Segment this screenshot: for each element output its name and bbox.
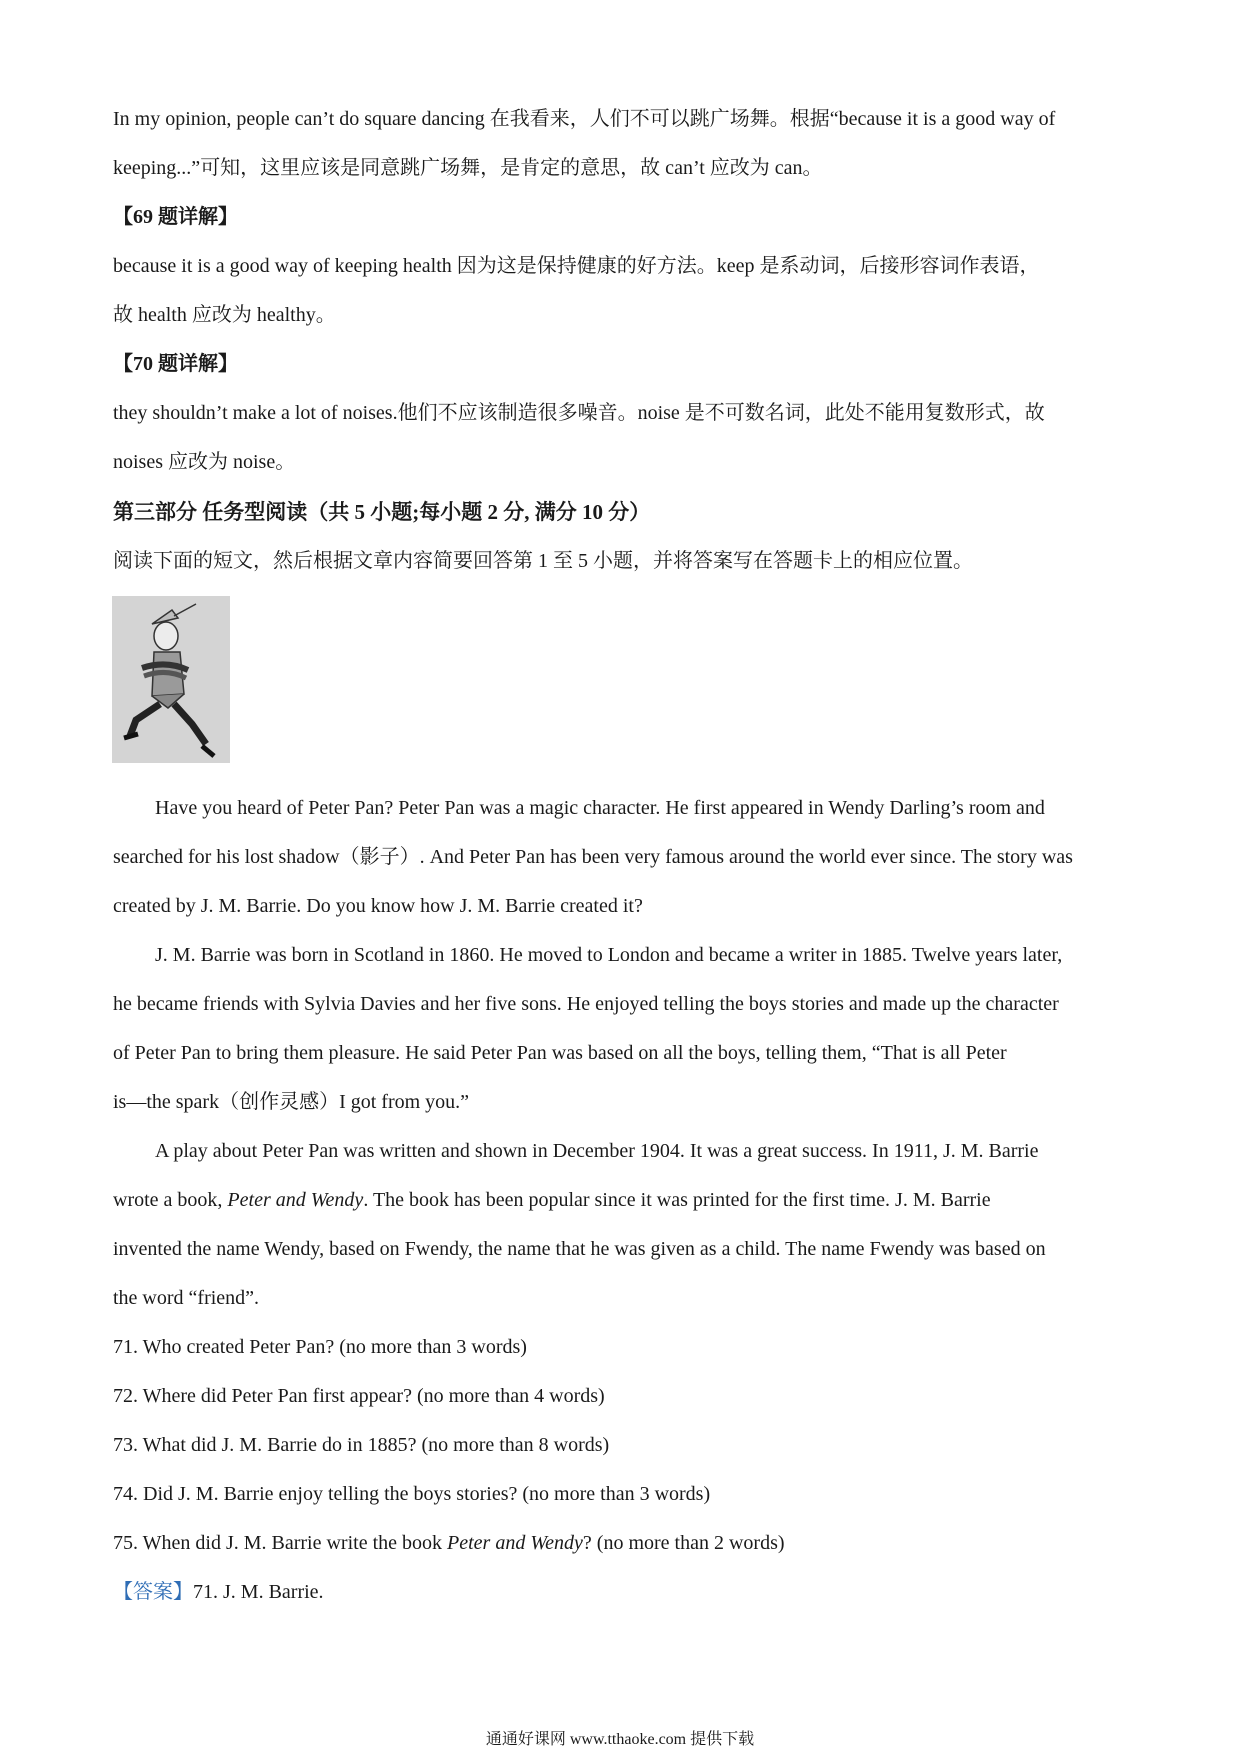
- passage-p3-line2-end: . The book has been popular since it was printed for the first time. J. M. Barrie: [363, 1189, 991, 1211]
- passage-p1-line2: searched for his lost shadow（影子）. And Peter Pan has been very famous around the world ever since. The story was: [113, 846, 1073, 868]
- answer-tag: 【答案】: [113, 1581, 193, 1603]
- passage-p3-line4: the word “friend”.: [113, 1287, 260, 1309]
- passage-p3-line1: A play about Peter Pan was written and shown in December 1904. It was a great success. In 1911, J. M. Barrie: [155, 1140, 1039, 1162]
- question-75-start: 75. When did J. M. Barrie write the book: [113, 1532, 448, 1554]
- answer-line: [113, 1580, 1133, 1604]
- explanation-q68-line2: keeping...”可知，这里应该是同意跳广场舞，是肯定的意思，故 can’t 应改为 can。: [113, 157, 823, 179]
- section-instruction: 阅读下面的短文，然后根据文章内容简要回答第 1 至 5 小题，并将答案写在答题卡上的相应位置。: [113, 550, 973, 572]
- passage-p3-line2-start: wrote a book,: [113, 1189, 228, 1211]
- passage-p2-line2: he became friends with Sylvia Davies and her five sons. He enjoyed telling the boys stories and made up the character: [113, 993, 1059, 1015]
- book-title: Peter and Wendy: [227, 1189, 364, 1211]
- passage-p2-line4: is—the spark（创作灵感）I got from you.”: [113, 1091, 470, 1113]
- explanation-q70-line1: they shouldn’t make a lot of noises.他们不应该制造很多噪音。noise 是不可数名词，此处不能用复数形式，故: [113, 402, 1045, 424]
- explanation-q70-line2: noises 应改为 noise。: [113, 451, 296, 473]
- answer-text: 71. J. M. Barrie.: [193, 1581, 324, 1603]
- passage-p2-line1: J. M. Barrie was born in Scotland in 1860. He moved to London and became a writer in 1885. Twelve years later,: [155, 944, 1063, 966]
- q69-heading: 【69 题详解】: [113, 206, 238, 228]
- page-footer: 通通好课网 www.tthaoke.com 提供下载: [485, 1731, 755, 1748]
- question-73: 73. What did J. M. Barrie do in 1885? (no more than 8 words): [113, 1434, 610, 1456]
- question-74: 74. Did J. M. Barrie enjoy telling the boys stories? (no more than 3 words): [113, 1483, 711, 1505]
- question-75-book-title: Peter and Wendy: [447, 1532, 583, 1554]
- explanation-q68-line1: In my opinion, people can’t do square dancing 在我看来，人们不可以跳广场舞。根据“because it is a good way of: [113, 108, 1056, 130]
- explanation-q69-line2: 故 health 应改为 healthy。: [113, 304, 336, 326]
- passage-p1-line1: Have you heard of Peter Pan? Peter Pan was a magic character. He first appeared in Wendy Darling’s room and: [155, 797, 1045, 819]
- q70-heading: 【70 题详解】: [113, 353, 238, 375]
- question-71: 71. Who created Peter Pan? (no more than 3 words): [113, 1336, 527, 1358]
- passage-p1-line3: created by J. M. Barrie. Do you know how J. M. Barrie created it?: [113, 895, 643, 917]
- question-72: 72. Where did Peter Pan first appear? (no more than 4 words): [113, 1385, 605, 1407]
- passage-p3-line3: invented the name Wendy, based on Fwendy, the name that he was given as a child. The name Fwendy was based on: [113, 1238, 1046, 1260]
- explanation-q69-line1: because it is a good way of keeping health 因为这是保持健康的好方法。keep 是系动词，后接形容词作表语，: [113, 255, 1040, 277]
- peter-pan-illustration: [112, 596, 230, 763]
- section-title: 第三部分 任务型阅读（共 5 小题;每小题 2 分, 满分 10 分）: [113, 500, 651, 524]
- passage-p2-line3: of Peter Pan to bring them pleasure. He said Peter Pan was based on all the boys, telling them, “That is all Peter: [113, 1042, 1007, 1064]
- peter-pan-drawing: [112, 596, 230, 763]
- question-75: [113, 1531, 1133, 1555]
- passage-p3-line2: [113, 1188, 1133, 1212]
- question-75-end: ? (no more than 2 words): [582, 1532, 785, 1554]
